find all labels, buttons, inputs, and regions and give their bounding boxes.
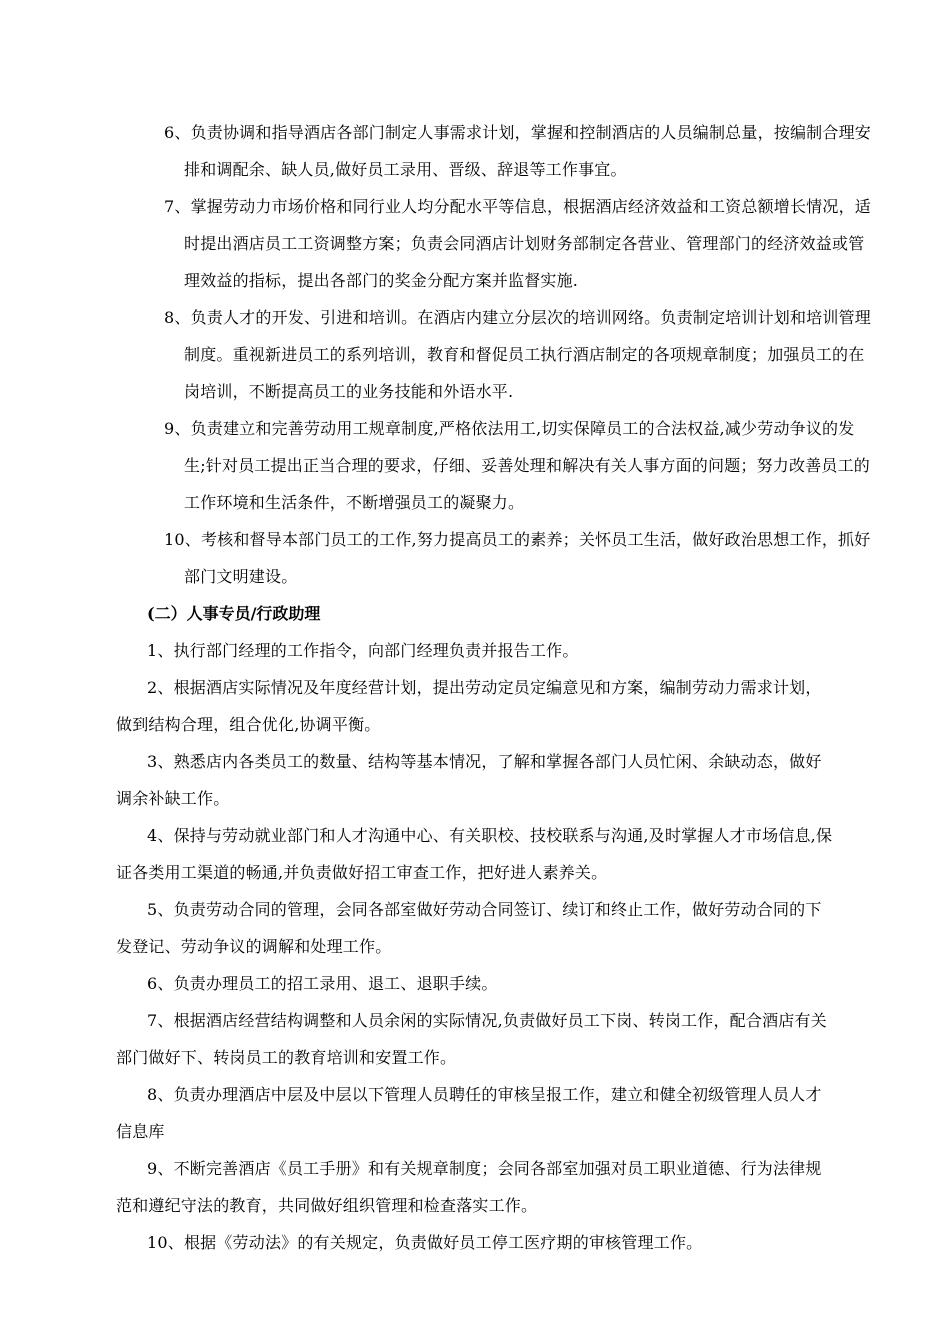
assistant-duty-2: 2、根据酒店实际情况及年度经营计划，提出劳动定员定编意见和方案，编制劳动力需求计划，做到结构合理，组合优化,协调平衡。 xyxy=(116,678,822,734)
assistant-duty-9: 9、不断完善酒店《员工手册》和有关规章制度；会同各部室加强对员工职业道德、行为法律规范和遵纪守法的教育，共同做好组织管理和检查落实工作。 xyxy=(116,1159,822,1215)
assistant-duty-5: 5、负责劳动合同的管理，会同各部室做好劳动合同签订、续订和终止工作，做好劳动合同的下发登记、劳动争议的调解和处理工作。 xyxy=(116,900,822,956)
section-heading: (二）人事专员/行政助理 xyxy=(147,604,321,623)
duty-item-9: 9、负责建立和完善劳动用工规章制度,严格依法用工,切实保障员工的合法权益,减少劳动争议的发生;针对员工提出正当合理的要求，仔细、妥善处理和解决有关人事方面的问题；努力改善员工的工作环境和生活条件，不断增强员工的凝聚力。 xyxy=(164,419,870,512)
assistant-duty-3: 3、熟悉店内各类员工的数量、结构等基本情况，了解和掌握各部门人员忙闲、余缺动态，做好调余补缺工作。 xyxy=(116,752,822,808)
assistant-duty-6: 6、负责办理员工的招工录用、退工、退职手续。 xyxy=(147,974,498,993)
assistant-duty-7: 7、根据酒店经营结构调整和人员余闲的实际情况,负责做好员工下岗、转岗工作，配合酒店有关部门做好下、转岗员工的教育培训和安置工作。 xyxy=(116,1011,827,1067)
assistant-duty-1: 1、执行部门经理的工作指令，向部门经理负责并报告工作。 xyxy=(147,641,579,660)
duty-item-8: 8、负责人才的开发、引进和培训。在酒店内建立分层次的培训网络。负责制定培训计划和培训管理制度。重视新进员工的系列培训，教育和督促员工执行酒店制定的各项规章制度；加强员工的在岗培训，不断提高员工的业务技能和外语水平. xyxy=(164,308,871,401)
assistant-duty-8: 8、负责办理酒店中层及中层以下管理人员聘任的审核呈报工作，建立和健全初级管理人员人才信息库 xyxy=(116,1085,822,1141)
assistant-duty-10: 10、根据《劳动法》的有关规定，负责做好员工停工医疗期的审核管理工作。 xyxy=(147,1233,703,1252)
duty-item-7: 7、掌握劳动力市场价格和同行业人均分配水平等信息，根据酒店经济效益和工资总额增长情况，适时提出酒店员工工资调整方案；负责会同酒店计划财务部制定各营业、管理部门的经济效益或管理效益的指标，提出各部门的奖金分配方案并监督实施. xyxy=(164,197,871,290)
duty-item-10: 10、考核和督导本部门员工的工作,努力提高员工的素养；关怀员工生活，做好政治思想工作，抓好部门文明建设。 xyxy=(164,530,871,586)
assistant-duty-4: 4、保持与劳动就业部门和人才沟通中心、有关职校、技校联系与沟通,及时掌握人才市场信息,保证各类用工渠道的畅通,并负责做好招工审查工作，把好进人素养关。 xyxy=(116,826,833,882)
duty-item-6: 6、负责协调和指导酒店各部门制定人事需求计划，掌握和控制酒店的人员编制总量，按编制合理安排和调配余、缺人员,做好员工录用、晋级、辞退等工作事宜。 xyxy=(164,123,871,179)
